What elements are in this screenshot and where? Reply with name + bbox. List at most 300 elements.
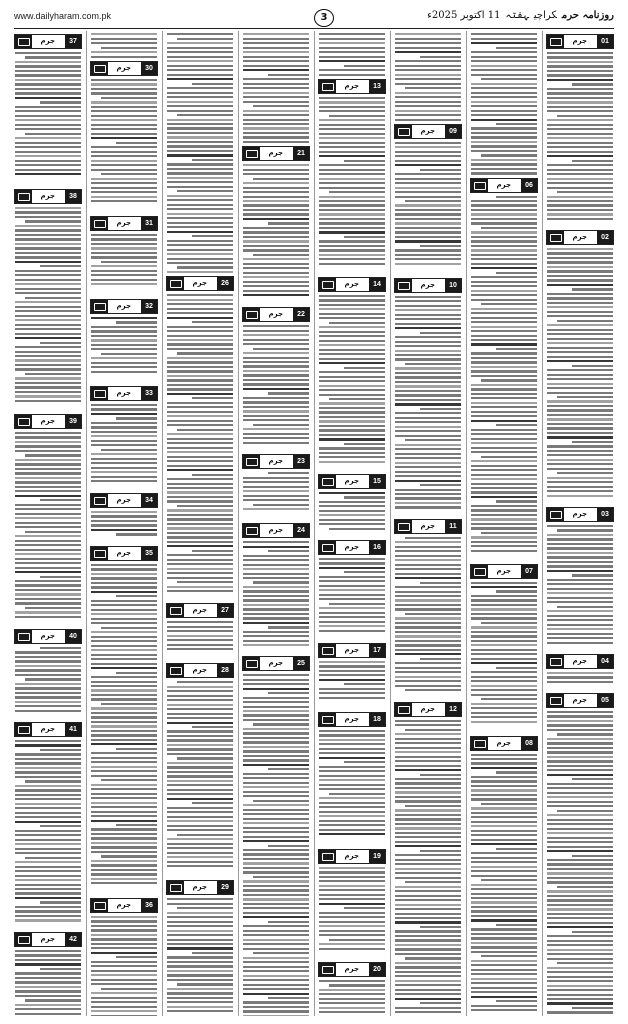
text-line: [243, 541, 309, 543]
article-body: [240, 674, 312, 1016]
text-line: [319, 1011, 385, 1013]
image-icon: [471, 179, 488, 192]
text-line: [167, 979, 233, 981]
text-line: [167, 393, 233, 395]
text-line: [167, 478, 233, 480]
image-icon: [319, 963, 336, 976]
text-line: [420, 582, 461, 584]
text-line: [167, 424, 233, 426]
text-line: [243, 415, 309, 417]
text-line: [471, 69, 537, 71]
text-line: [395, 913, 461, 915]
text-line: [319, 218, 385, 220]
news-item-header: [90, 216, 158, 231]
article-body: [88, 564, 160, 885]
text-line: [395, 836, 461, 838]
text-line: [243, 263, 309, 265]
image-icon: [395, 703, 412, 716]
text-line: [395, 1011, 461, 1013]
text-line: [471, 478, 537, 480]
text-line: [395, 92, 461, 94]
text-line: [395, 649, 461, 651]
text-line: [557, 962, 613, 964]
text-line: [40, 265, 81, 267]
text-line: [91, 243, 157, 245]
text-line: [91, 965, 157, 967]
text-line: [471, 343, 537, 345]
text-line: [167, 753, 233, 755]
column-divider: [390, 31, 391, 1016]
text-line: [395, 886, 461, 888]
text-line: [471, 159, 537, 161]
text-line: [268, 921, 309, 923]
news-item-number: 09: [445, 125, 461, 138]
news-item: [468, 736, 540, 1017]
text-line: [547, 747, 613, 749]
text-line: [471, 429, 537, 431]
text-line: [15, 225, 81, 227]
text-line: [557, 191, 613, 193]
text-line: [91, 806, 157, 808]
text-line: [547, 579, 613, 581]
image-icon: [547, 655, 564, 668]
text-line: [471, 973, 537, 975]
text-line: [547, 756, 613, 758]
text-line: [243, 83, 309, 85]
text-line: [471, 366, 537, 368]
text-line: [319, 876, 385, 878]
city-name: کراچی: [533, 10, 557, 21]
text-line: [15, 160, 81, 162]
text-line: [395, 966, 461, 968]
text-line: [243, 419, 309, 421]
text-line: [40, 825, 81, 827]
text-line: [395, 296, 461, 298]
text-line: [253, 424, 309, 426]
text-line: [471, 375, 537, 377]
text-line: [167, 172, 233, 174]
article-body: [88, 511, 160, 536]
text-line: [319, 802, 385, 804]
text-line: [547, 872, 613, 874]
text-line: [91, 983, 157, 985]
text-line: [15, 61, 81, 63]
text-line: [319, 770, 385, 772]
text-line: [253, 800, 309, 802]
text-line: [25, 297, 81, 299]
text-line: [405, 200, 461, 202]
text-line: [167, 527, 233, 529]
text-line: [547, 895, 613, 897]
news-item-number: 12: [445, 703, 461, 716]
text-line: [167, 762, 233, 764]
text-line: [547, 787, 613, 789]
text-line: [471, 839, 537, 841]
text-line: [243, 379, 309, 381]
text-line: [471, 830, 537, 832]
page-number-badge: 3: [314, 9, 334, 27]
text-line: [481, 955, 537, 957]
text-line: [557, 320, 613, 322]
text-line: [319, 146, 385, 148]
text-line: [471, 910, 537, 912]
text-line: [395, 74, 461, 76]
text-line: [40, 576, 81, 578]
text-line: [91, 511, 157, 513]
text-line: [319, 295, 385, 297]
text-line: [167, 861, 233, 863]
text-line: [395, 146, 461, 148]
text-line: [572, 1007, 613, 1009]
text-line: [319, 674, 385, 676]
text-line: [243, 759, 309, 761]
news-item-header: [242, 656, 310, 671]
text-line: [243, 683, 309, 685]
text-line: [547, 525, 613, 527]
article-body: [468, 33, 540, 174]
text-line: [15, 324, 81, 326]
text-line: [91, 654, 157, 656]
text-line: [91, 283, 157, 285]
text-line: [15, 377, 81, 379]
text-line: [253, 952, 309, 954]
text-line: [91, 476, 157, 478]
text-line: [167, 514, 233, 516]
text-line: [395, 119, 461, 121]
text-line: [91, 685, 157, 687]
text-line: [116, 956, 157, 958]
text-line: [15, 283, 81, 285]
column-divider: [162, 31, 163, 1016]
text-line: [91, 645, 157, 647]
text-line: [547, 347, 613, 349]
text-line: [15, 495, 81, 497]
text-line: [319, 903, 385, 905]
text-line: [319, 989, 385, 991]
text-line: [243, 688, 309, 690]
text-line: [268, 392, 309, 394]
text-line: [243, 975, 309, 977]
text-line: [243, 871, 309, 873]
text-line: [167, 33, 233, 35]
text-line: [319, 824, 385, 826]
text-line: [395, 42, 461, 44]
text-line: [481, 154, 537, 156]
text-line: [91, 42, 157, 44]
text-line: [15, 1013, 81, 1015]
text-line: [395, 173, 461, 175]
text-line: [177, 681, 233, 683]
image-icon: [471, 565, 488, 578]
text-line: [91, 279, 157, 281]
text-line: [557, 733, 613, 735]
text-line: [91, 761, 157, 763]
text-line: [91, 247, 157, 249]
text-line: [471, 258, 537, 260]
text-line: [15, 870, 81, 872]
text-line: [40, 647, 81, 649]
text-line: [243, 136, 309, 138]
text-line: [91, 344, 157, 346]
image-icon: [243, 657, 260, 670]
text-line: [167, 577, 233, 579]
text-line: [319, 452, 385, 454]
text-line: [395, 182, 461, 184]
text-line: [15, 238, 81, 240]
text-line: [15, 164, 81, 166]
news-item: [316, 474, 388, 537]
text-line: [243, 383, 309, 385]
text-line: [395, 944, 461, 946]
text-line: [319, 254, 385, 256]
text-line: [15, 567, 81, 569]
text-line: [243, 486, 309, 488]
text-line: [405, 87, 461, 89]
text-line: [167, 1010, 233, 1012]
text-line: [319, 461, 385, 463]
text-line: [471, 716, 537, 718]
text-line: [547, 209, 613, 211]
text-line: [15, 261, 81, 263]
text-line: [471, 361, 537, 363]
text-line: [243, 132, 309, 134]
news-item-label: جرم: [40, 37, 55, 45]
text-line: [395, 236, 461, 238]
text-line: [116, 672, 157, 674]
text-line: [471, 460, 537, 462]
text-line: [91, 335, 157, 337]
news-item: [316, 79, 388, 274]
text-line: [319, 598, 385, 600]
text-line: [395, 78, 461, 80]
text-line: [91, 820, 157, 822]
text-line: [91, 586, 157, 588]
text-line: [15, 301, 81, 303]
text-line: [471, 105, 537, 107]
text-line: [167, 496, 233, 498]
text-line: [167, 780, 233, 782]
text-line: [471, 653, 537, 655]
news-item-header: [90, 61, 158, 76]
text-line: [319, 137, 385, 139]
text-line: [15, 692, 81, 694]
text-line: [167, 177, 233, 179]
text-line: [405, 363, 461, 365]
text-line: [91, 270, 157, 272]
text-line: [319, 558, 385, 560]
text-line: [395, 904, 461, 906]
text-line: [15, 884, 81, 886]
text-line: [395, 930, 461, 932]
text-line: [91, 698, 157, 700]
text-line: [395, 814, 461, 816]
article-body: [88, 404, 160, 482]
news-item-number: 32: [141, 300, 157, 313]
text-line: [167, 992, 233, 994]
text-line: [167, 563, 233, 565]
text-line: [319, 74, 385, 76]
text-line: [91, 802, 157, 804]
text-line: [177, 757, 233, 759]
text-line: [395, 800, 461, 802]
news-item-number: 08: [521, 737, 537, 750]
news-item-label: جرم: [572, 696, 587, 704]
text-line: [547, 917, 613, 919]
text-line: [481, 227, 537, 229]
text-line: [243, 127, 309, 129]
text-line: [91, 775, 157, 777]
text-line: [471, 136, 537, 138]
text-line: [243, 406, 309, 408]
text-line: [471, 960, 537, 962]
news-item-label: جرم: [40, 192, 55, 200]
text-line: [243, 370, 309, 372]
news-item-label: جرم: [268, 526, 283, 535]
text-line: [243, 885, 309, 887]
news-item: [240, 656, 312, 1016]
text-line: [547, 841, 613, 843]
text-line: [471, 754, 537, 756]
text-line: [395, 506, 461, 508]
text-line: [91, 842, 157, 844]
text-line: [471, 789, 537, 791]
text-line: [243, 907, 309, 909]
text-line: [91, 164, 157, 166]
text-line: [557, 396, 613, 398]
text-line: [15, 490, 81, 492]
text-line: [167, 271, 233, 273]
text-line: [547, 751, 613, 753]
text-line: [471, 758, 537, 760]
text-line: [547, 106, 613, 108]
text-line: [395, 33, 461, 35]
text-line: [167, 60, 233, 62]
text-line: [471, 240, 537, 242]
text-line: [395, 671, 461, 673]
text-line: [243, 92, 309, 94]
text-line: [471, 451, 537, 453]
text-line: [91, 265, 157, 267]
text-line: [547, 742, 613, 744]
text-line: [471, 384, 537, 386]
text-line: [471, 96, 537, 98]
text-line: [253, 504, 309, 506]
text-line: [243, 334, 309, 336]
text-line: [91, 788, 157, 790]
text-line: [420, 658, 461, 660]
text-line: [243, 397, 309, 399]
news-item-number: 05: [597, 694, 613, 707]
text-line: [547, 182, 613, 184]
text-line: [91, 471, 157, 473]
text-line: [319, 133, 385, 135]
text-line: [91, 577, 157, 579]
text-line: [395, 742, 461, 744]
text-line: [329, 191, 385, 193]
text-line: [319, 576, 385, 578]
text-line: [91, 739, 157, 741]
text-line: [15, 486, 81, 488]
text-line: [547, 97, 613, 99]
text-line: [243, 285, 309, 287]
text-line: [319, 585, 385, 587]
news-item: [164, 880, 236, 1016]
text-line: [471, 150, 537, 152]
text-line: [395, 475, 461, 477]
text-line: [15, 785, 81, 787]
text-line: [91, 366, 157, 368]
website-url[interactable]: www.dailyharam.com.pk: [14, 11, 112, 21]
text-line: [91, 106, 157, 108]
text-line: [167, 92, 233, 94]
text-line: [471, 712, 537, 714]
text-line: [15, 256, 81, 258]
text-line: [547, 369, 613, 371]
text-line: [395, 787, 461, 789]
text-line: [319, 562, 385, 564]
masthead: [14, 8, 614, 29]
news-item-number: 35: [141, 547, 157, 560]
text-line: [547, 128, 613, 130]
text-line: [395, 187, 461, 189]
news-item-number: 41: [65, 723, 81, 736]
text-line: [319, 510, 385, 512]
text-line: [91, 667, 157, 669]
text-line: [405, 689, 461, 691]
news-item-header: [166, 663, 234, 678]
text-line: [471, 776, 537, 778]
image-icon: [91, 387, 108, 400]
text-line: [572, 931, 613, 933]
text-line: [395, 555, 461, 557]
text-line: [40, 101, 81, 103]
text-line: [167, 339, 233, 341]
news-item-number: 26: [217, 277, 233, 290]
text-line: [91, 408, 157, 410]
text-line: [15, 544, 81, 546]
news-item: [240, 454, 312, 520]
news-item-label: جرم: [344, 851, 359, 860]
text-line: [15, 441, 81, 443]
text-line: [319, 425, 385, 427]
text-line: [91, 160, 157, 162]
news-item: [12, 629, 84, 719]
text-line: [395, 631, 461, 633]
image-icon: [15, 723, 32, 736]
text-line: [319, 447, 385, 449]
text-line: [547, 637, 613, 639]
text-line: [167, 51, 233, 53]
image-icon: [91, 217, 108, 230]
text-line: [547, 463, 613, 465]
text-line: [167, 299, 233, 301]
text-line: [496, 848, 537, 850]
text-line: [319, 385, 385, 387]
text-line: [471, 857, 537, 859]
text-line: [547, 279, 613, 281]
text-line: [91, 458, 157, 460]
news-column: [240, 31, 312, 1016]
text-line: [167, 843, 233, 845]
text-line: [243, 706, 309, 708]
text-line: [395, 653, 461, 655]
text-line: [243, 568, 309, 570]
text-line: [395, 114, 461, 116]
text-line: [167, 847, 233, 849]
text-line: [243, 782, 309, 784]
text-line: [395, 989, 461, 991]
text-line: [91, 191, 157, 193]
